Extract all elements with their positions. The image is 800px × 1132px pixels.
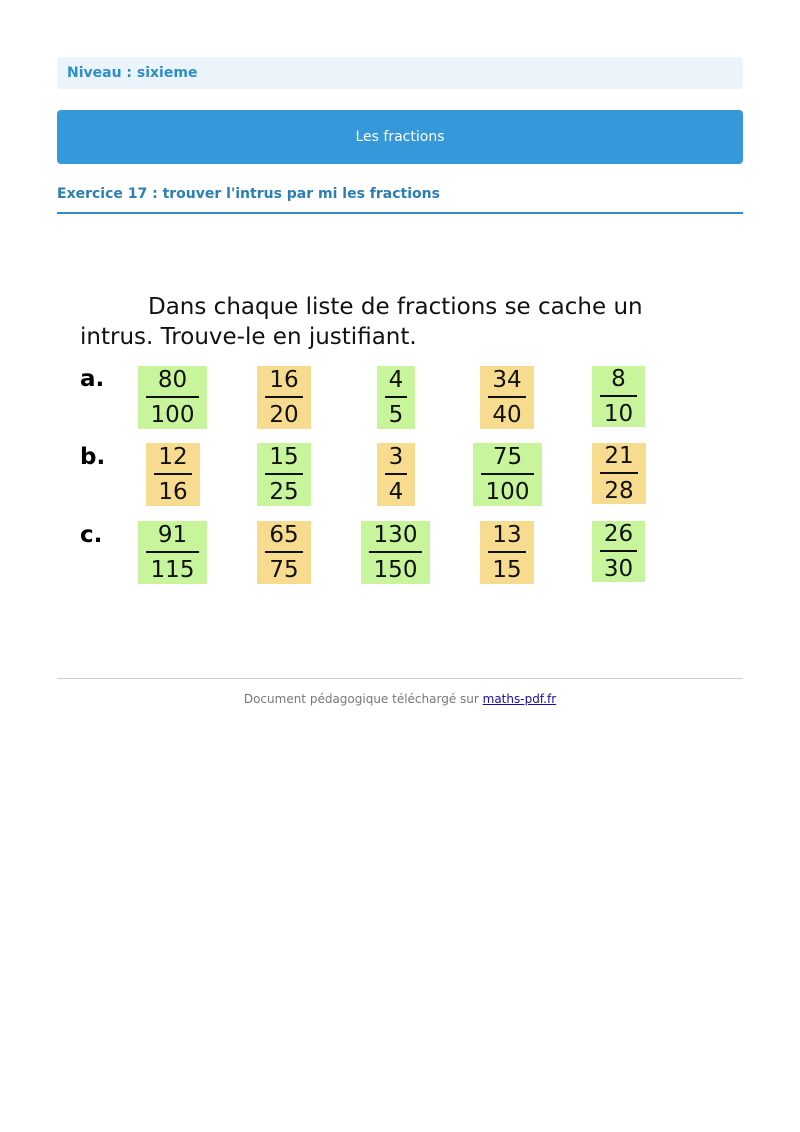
fraction-a1	[138, 366, 207, 429]
numerator: 80	[157, 367, 188, 393]
denominator: 75	[269, 557, 299, 583]
fraction-b2	[257, 443, 311, 506]
footer-text: Document pédagogique téléchargé sur	[243, 692, 483, 706]
denominator: 20	[269, 402, 299, 428]
denominator: 40	[492, 402, 522, 428]
fraction-b3	[377, 443, 415, 506]
numerator: 15	[269, 444, 299, 470]
row-label-a: a.	[80, 366, 105, 392]
numerator: 65	[269, 522, 299, 548]
numerator: 16	[269, 367, 299, 393]
denominator: 100	[150, 402, 195, 428]
fraction-b1	[146, 443, 200, 506]
fraction-bar	[600, 550, 637, 552]
fraction-bar	[265, 396, 303, 398]
footer	[0, 692, 800, 706]
title-banner	[57, 110, 743, 164]
fraction-bar	[265, 551, 303, 553]
fraction-bar	[385, 473, 407, 475]
numerator: 26	[603, 521, 634, 547]
fraction-bar	[146, 551, 199, 553]
numerator: 130	[373, 522, 418, 548]
denominator: 15	[492, 557, 522, 583]
fraction-c5	[592, 521, 645, 582]
fraction-a3	[377, 366, 415, 429]
fraction-bar	[146, 396, 199, 398]
row-label-c: c.	[80, 522, 103, 548]
row-label-b: b.	[80, 444, 106, 470]
numerator: 91	[157, 522, 188, 548]
numerator: 12	[158, 444, 188, 470]
denominator: 4	[388, 479, 404, 505]
fraction-bar	[600, 472, 638, 474]
fraction-bar	[265, 473, 303, 475]
numerator: 13	[492, 522, 522, 548]
fraction-bar	[369, 551, 422, 553]
fraction-b5	[592, 443, 646, 504]
fraction-a5	[592, 366, 645, 427]
fraction-bar	[481, 473, 534, 475]
level-label: Niveau : sixieme	[67, 65, 198, 81]
page-title: Les fractions	[355, 129, 445, 145]
denominator: 30	[603, 556, 634, 582]
footer-link[interactable]: maths-pdf.fr	[482, 692, 557, 706]
denominator: 10	[603, 401, 634, 427]
denominator: 25	[269, 479, 299, 505]
denominator: 150	[373, 557, 418, 583]
numerator: 3	[388, 444, 404, 470]
exercise-heading	[57, 183, 743, 214]
denominator: 5	[388, 402, 404, 428]
fraction-c4	[480, 521, 534, 584]
fraction-bar	[600, 395, 637, 397]
exercise-instruction: Dans chaque liste de fractions se cache un intrus. Trouve-le en justifiant.	[80, 294, 643, 350]
numerator: 21	[604, 443, 634, 469]
fraction-a4	[480, 366, 534, 429]
numerator: 8	[611, 366, 626, 392]
fraction-bar	[154, 473, 192, 475]
exercise-title: Exercice 17 : trouver l'intrus par mi les fractions	[57, 186, 440, 202]
level-banner	[57, 57, 743, 89]
fraction-bar	[488, 551, 526, 553]
denominator: 16	[158, 479, 188, 505]
denominator: 100	[485, 479, 530, 505]
fraction-b4	[473, 443, 542, 506]
fraction-c2	[257, 521, 311, 584]
footer-divider	[57, 678, 743, 679]
numerator: 75	[492, 444, 523, 470]
fraction-a2	[257, 366, 311, 429]
numerator: 4	[388, 367, 404, 393]
fraction-bar	[488, 396, 526, 398]
denominator: 115	[150, 557, 195, 583]
fraction-c1	[138, 521, 207, 584]
fraction-c3	[361, 521, 430, 584]
fraction-bar	[385, 396, 407, 398]
numerator: 34	[492, 367, 522, 393]
denominator: 28	[604, 478, 634, 504]
